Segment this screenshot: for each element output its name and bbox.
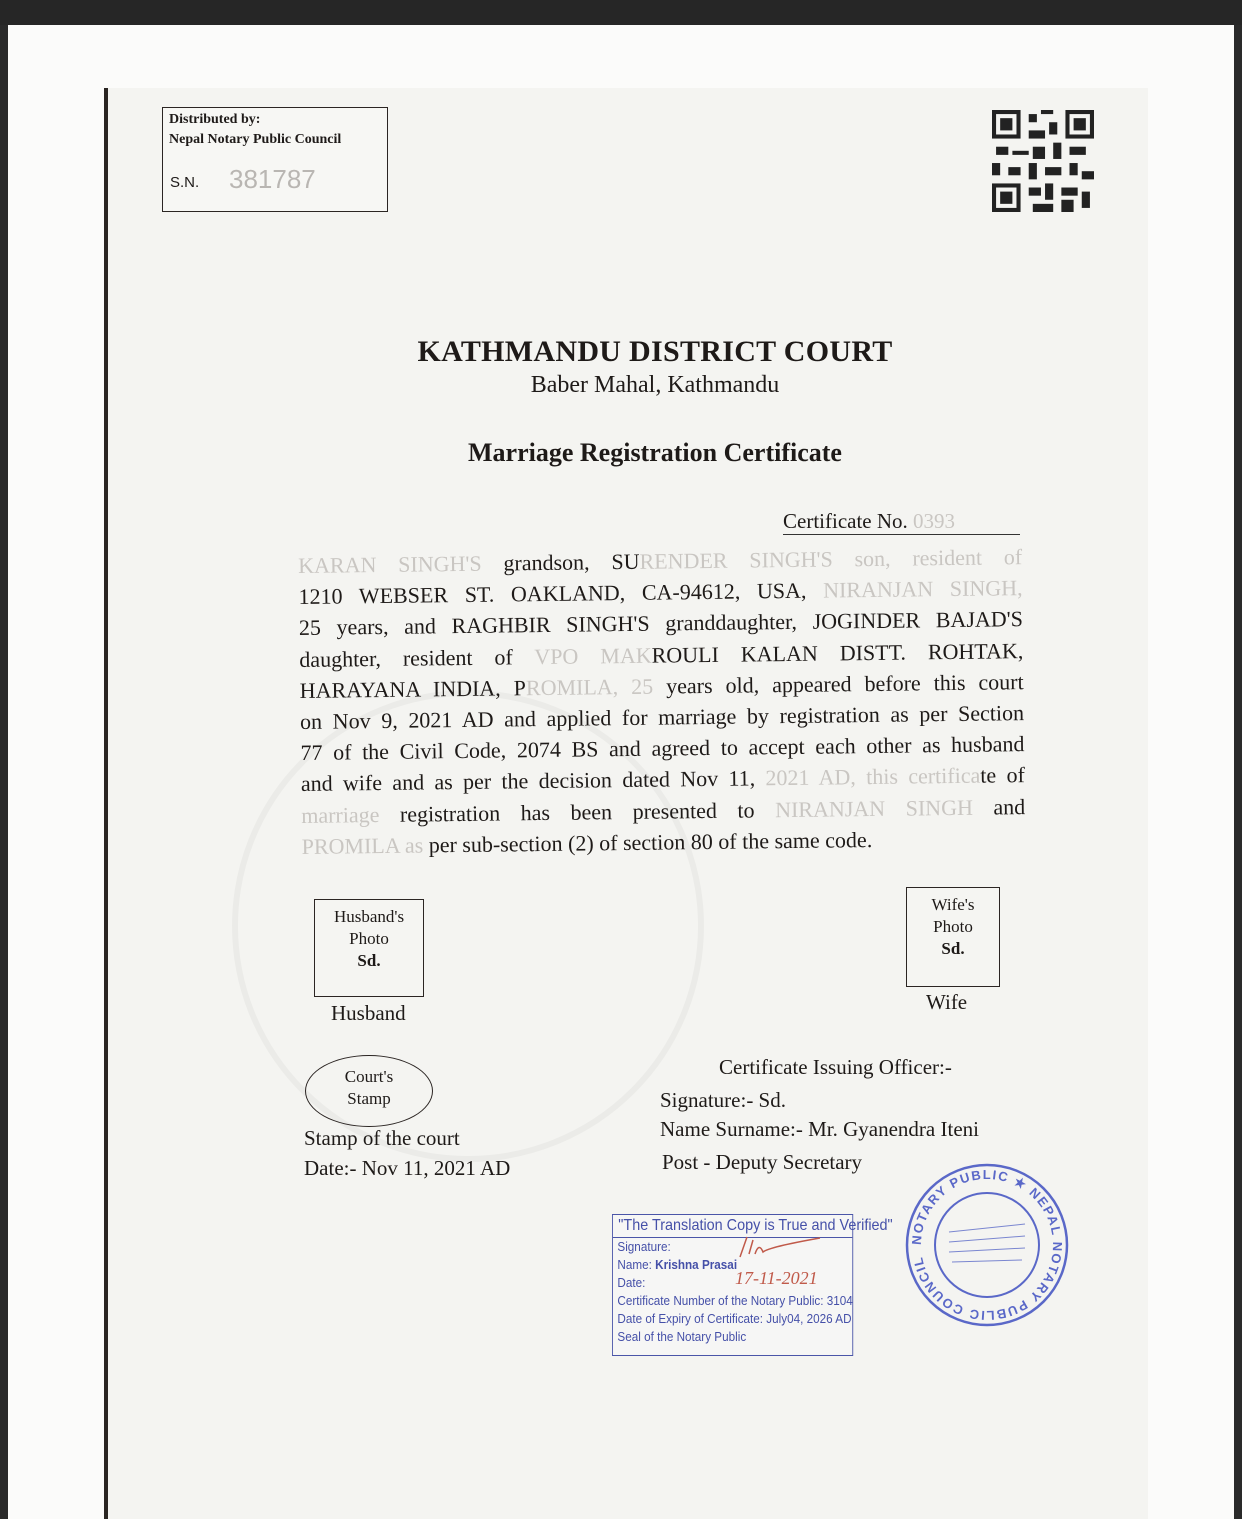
- certificate-number: [783, 509, 1020, 535]
- court-stamp-label-2: Stamp: [347, 1089, 391, 1108]
- body-text: years old, appeared before this court: [666, 668, 1024, 699]
- handwritten-date: 17-11-2021: [735, 1268, 818, 1288]
- seal-text: NOTARY PUBLIC ★ NEPAL NOTARY PUBLIC COUNCIL: [908, 1166, 1066, 1324]
- officer-signature: Signature:- Sd.: [660, 1088, 786, 1112]
- body-text: 25 years, and RAGHBIR SINGH'S granddaughter, JOGINDER BAJAD'S: [298, 606, 1024, 641]
- handwritten-signature: [735, 1232, 825, 1268]
- court-address: Baber Mahal, Kathmandu: [530, 372, 780, 398]
- serial-number: 381787: [229, 164, 316, 194]
- husband-photo-label-2: Photo: [349, 929, 389, 948]
- body-text: daughter, resident of: [299, 643, 535, 672]
- notary-name-label: Name:: [617, 1257, 652, 1272]
- distributor-name: Nepal Notary Public Council: [169, 132, 342, 147]
- body-text: ROULI KALAN DISTT. ROHTAK,: [651, 637, 1024, 668]
- issue-date: Date:- Nov 11, 2021 AD: [304, 1156, 511, 1180]
- faded-text: VPO MAK: [534, 642, 652, 669]
- faded-text: RENDER SINGH'S son, resident of: [639, 544, 1023, 574]
- body-text: and: [993, 793, 1026, 820]
- court-stamp-oval: [305, 1055, 433, 1127]
- officer-name: Name Surname:- Mr. Gyanendra Iteni: [660, 1117, 979, 1141]
- wife-photo-label: Wife's: [931, 895, 975, 914]
- husband-label: Husband: [331, 1001, 406, 1025]
- body-text: on Nov 9, 2021 AD and applied for marriage by registration as per Section: [299, 700, 1025, 734]
- notary-expiry: Date of Expiry of Certificate: July04, 2026 AD: [617, 1311, 852, 1326]
- faded-text: NIRANJAN SINGH: [774, 794, 994, 822]
- court-stamp-label: Court's: [344, 1067, 394, 1086]
- body-text: HARAYANA INDIA, P: [299, 674, 527, 703]
- notary-seal-label: Seal of the Notary Public: [617, 1329, 747, 1344]
- stamp-caption: Stamp of the court: [304, 1126, 460, 1150]
- body-text: 1210 WEBSER ST. OAKLAND, CA-94612, USA,: [298, 577, 824, 610]
- court-name: KATHMANDU DISTRICT COURT: [417, 335, 893, 368]
- officer-heading: Certificate Issuing Officer:-: [719, 1055, 952, 1079]
- body-text: and wife and as per the decision dated Nov 11,: [300, 765, 766, 797]
- certificate-body-text: [298, 541, 1026, 862]
- body-text: per sub-section (2) of section 80 of the same code.: [428, 826, 873, 858]
- notary-heading: "The Translation Copy is True and Verified": [613, 1215, 852, 1238]
- qr-code-icon: [992, 110, 1094, 212]
- notary-cert-number: Certificate Number of the Notary Public: 3104: [617, 1293, 853, 1308]
- officer-post: Post - Deputy Secretary: [662, 1150, 863, 1174]
- body-text: grandson, SU: [503, 548, 640, 576]
- body-text: 77 of the Civil Code, 2074 BS and agreed to accept each other as husband: [300, 731, 1025, 766]
- wife-photo-signed: Sd.: [941, 939, 965, 958]
- serial-label: S.N.: [170, 174, 200, 191]
- certificate-number-label: Certificate No.: [783, 509, 908, 533]
- faded-text: KARAN SINGH'S: [298, 550, 504, 578]
- wife-photo-label-2: Photo: [933, 917, 973, 936]
- notary-signature-label: Signature:: [617, 1239, 671, 1254]
- certificate-title: Marriage Registration Certificate: [468, 438, 842, 467]
- faded-text: NIRANJAN SINGH,: [822, 575, 1023, 603]
- faded-text: 2021 AD, this certifica: [765, 762, 981, 791]
- body-text: te of: [980, 762, 1025, 788]
- husband-photo-label: Husband's: [333, 907, 405, 926]
- husband-photo-signed: Sd.: [357, 951, 381, 970]
- body-text: registration has been presented to: [399, 796, 776, 827]
- faded-text: PROMILA as: [301, 832, 429, 859]
- certificate-number-value: 0393: [913, 509, 956, 533]
- svg-text:NOTARY PUBLIC ★ NEPAL NOTARY P: [909, 1167, 1065, 1323]
- notary-name: Krishna Prasai: [655, 1257, 738, 1272]
- faded-text: marriage: [301, 801, 401, 828]
- viewer-top-bar: [0, 0, 1242, 25]
- wife-photo-box: [906, 887, 1000, 987]
- notary-date-label: Date:: [617, 1275, 646, 1290]
- distributed-by-label: Distributed by:: [169, 112, 261, 127]
- faded-text: ROMILA, 25: [525, 673, 667, 700]
- husband-photo-box: [314, 899, 424, 997]
- wife-label: Wife: [926, 990, 968, 1014]
- notary-seal-icon: [904, 1162, 1070, 1328]
- distribution-box: [162, 107, 388, 212]
